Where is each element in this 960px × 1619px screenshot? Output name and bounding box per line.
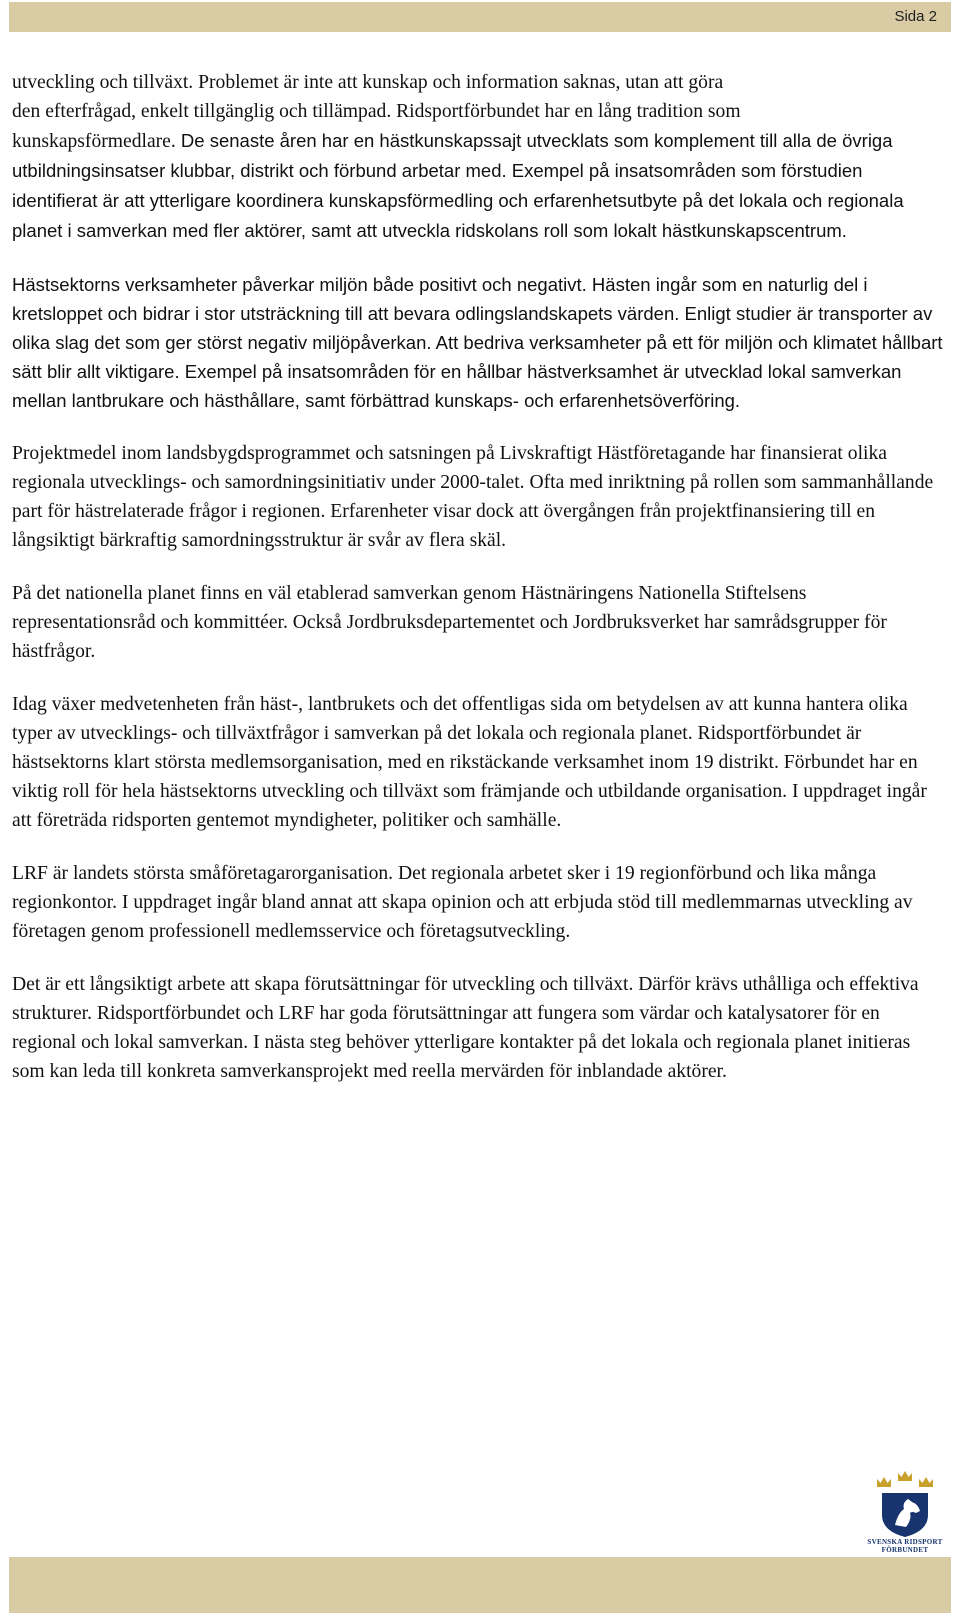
paragraph-7: Det är ett långsiktigt arbete att skapa förutsättningar för utveckling och tillväxt. Därför krävs uthålliga och effektiva strukturer. Ridsportförbundet och LRF har goda förutsättningar att fungera som värdar och katalysatorer för en regional och lokal samverkan. I nästa steg behöver ytterligare kontakter på det lokala och regionala planet initieras som kan leda till konkreta samverkansprojekt med reella mervärden för inblandade aktörer.	[12, 974, 919, 1082]
paragraph-1-line-2: den efterfrågad, enkelt tillgänglig och tillämpad. Ridsportförbundet har en lång tradition som	[12, 101, 741, 122]
document-body	[12, 68, 947, 1110]
crown-icon-3	[919, 1477, 933, 1487]
paragraph-1-line-1: utveckling och tillväxt. Problemet är inte att kunskap och information saknas, utan att göra	[12, 72, 724, 93]
paragraph-1	[12, 68, 947, 246]
crowns-icon	[877, 1471, 933, 1487]
paragraph-2: Hästsektorns verksamheter påverkar miljön både positivt och negativt. Hästen ingår som en naturlig del i kretsloppet och bidrar i stor utsträckning till att bevara odlingslandskapets värden. Enligt studier är transporter av olika slag det som ger störst negativ miljöpåverkan. Att bedriva verksamheter på ett för miljön och klimatet hållbart sätt blir allt viktigare. Exempel på insatsområden för en hållbar hästverksamhet är utvecklad lokal samverkan mellan lantbrukare och hästhållare, samt förbättrad kunskaps- och erfarenhetsöverföring.	[12, 274, 943, 411]
footer-bar	[9, 1557, 951, 1613]
logo-text-line-2: FÖRBUNDET	[881, 1546, 929, 1554]
logo-graphic-icon	[868, 1469, 942, 1539]
page-number: Sida 2	[894, 8, 937, 25]
paragraph-1-line-3: kunskapsförmedlare.	[12, 131, 176, 152]
paragraph-3: Projektmedel inom landsbygdsprogrammet och satsningen på Livskraftigt Hästföretagande har finansierat olika regionala utvecklings- och samordningsinitiativ under 2000-talet. Ofta med inriktning på rollen som sammanhållande part för hästrelaterade frågor i regionen. Erfarenheter visar dock att övergången från projektfinansiering till en långsiktigt bärkraftig samordningsstruktur är svår av flera skäl.	[12, 443, 934, 551]
header-bar	[9, 2, 951, 32]
crown-icon-2	[898, 1471, 912, 1481]
paragraph-1-sans-text: De senaste åren har en hästkunskapssajt utvecklats som komplement till alla de övriga utbildningsinsatser klubbar, distrikt och förbund arbetar med. Exempel på insatsområden som förstudien identifierat är att ytterligare koordinera kunskapsförmedling och erfarenhetsutbyte på det lokala och regionala planet i samverkan med fler aktörer, samt att utveckla ridskolans roll som lokalt hästkunskapscentrum.	[12, 130, 904, 241]
crown-icon-1	[877, 1477, 891, 1487]
paragraph-6: LRF är landets största småföretagarorganisation. Det regionala arbetet sker i 19 regionförbund och lika många regionkontor. I uppdraget ingår bland annat att skapa opinion och att erbjuda stöd till medlemmarnas utveckling av företagen genom professionell medlemsservice och företagsutveckling.	[12, 863, 913, 942]
logo-text	[862, 1538, 948, 1554]
paragraph-4: På det nationella planet finns en väl etablerad samverkan genom Hästnäringens Nationella Stiftelsens representationsråd och kommittéer. Också Jordbruksdepartementet och Jordbruksverket har samrådsgrupper för hästfrågor.	[12, 583, 887, 662]
logo-text-line-1: SVENSKA RIDSPORT	[867, 1538, 943, 1546]
paragraph-5: Idag växer medvetenheten från häst-, lantbrukets och det offentligas sida om betydelsen av att kunna hantera olika typer av utvecklings- och tillväxtfrågor i samverkan på det lokala och regionala planet. Ridsportförbundet är hästsektorns klart största medlemsorganisation, med en rikstäckande verksamhet inom 19 distrikt. Förbundet har en viktig roll för hela hästsektorns utveckling och tillväxt som främjande och utbildande organisation. I uppdraget ingår att företräda ridsporten gentemot myndigheter, politiker och samhälle.	[12, 694, 927, 831]
